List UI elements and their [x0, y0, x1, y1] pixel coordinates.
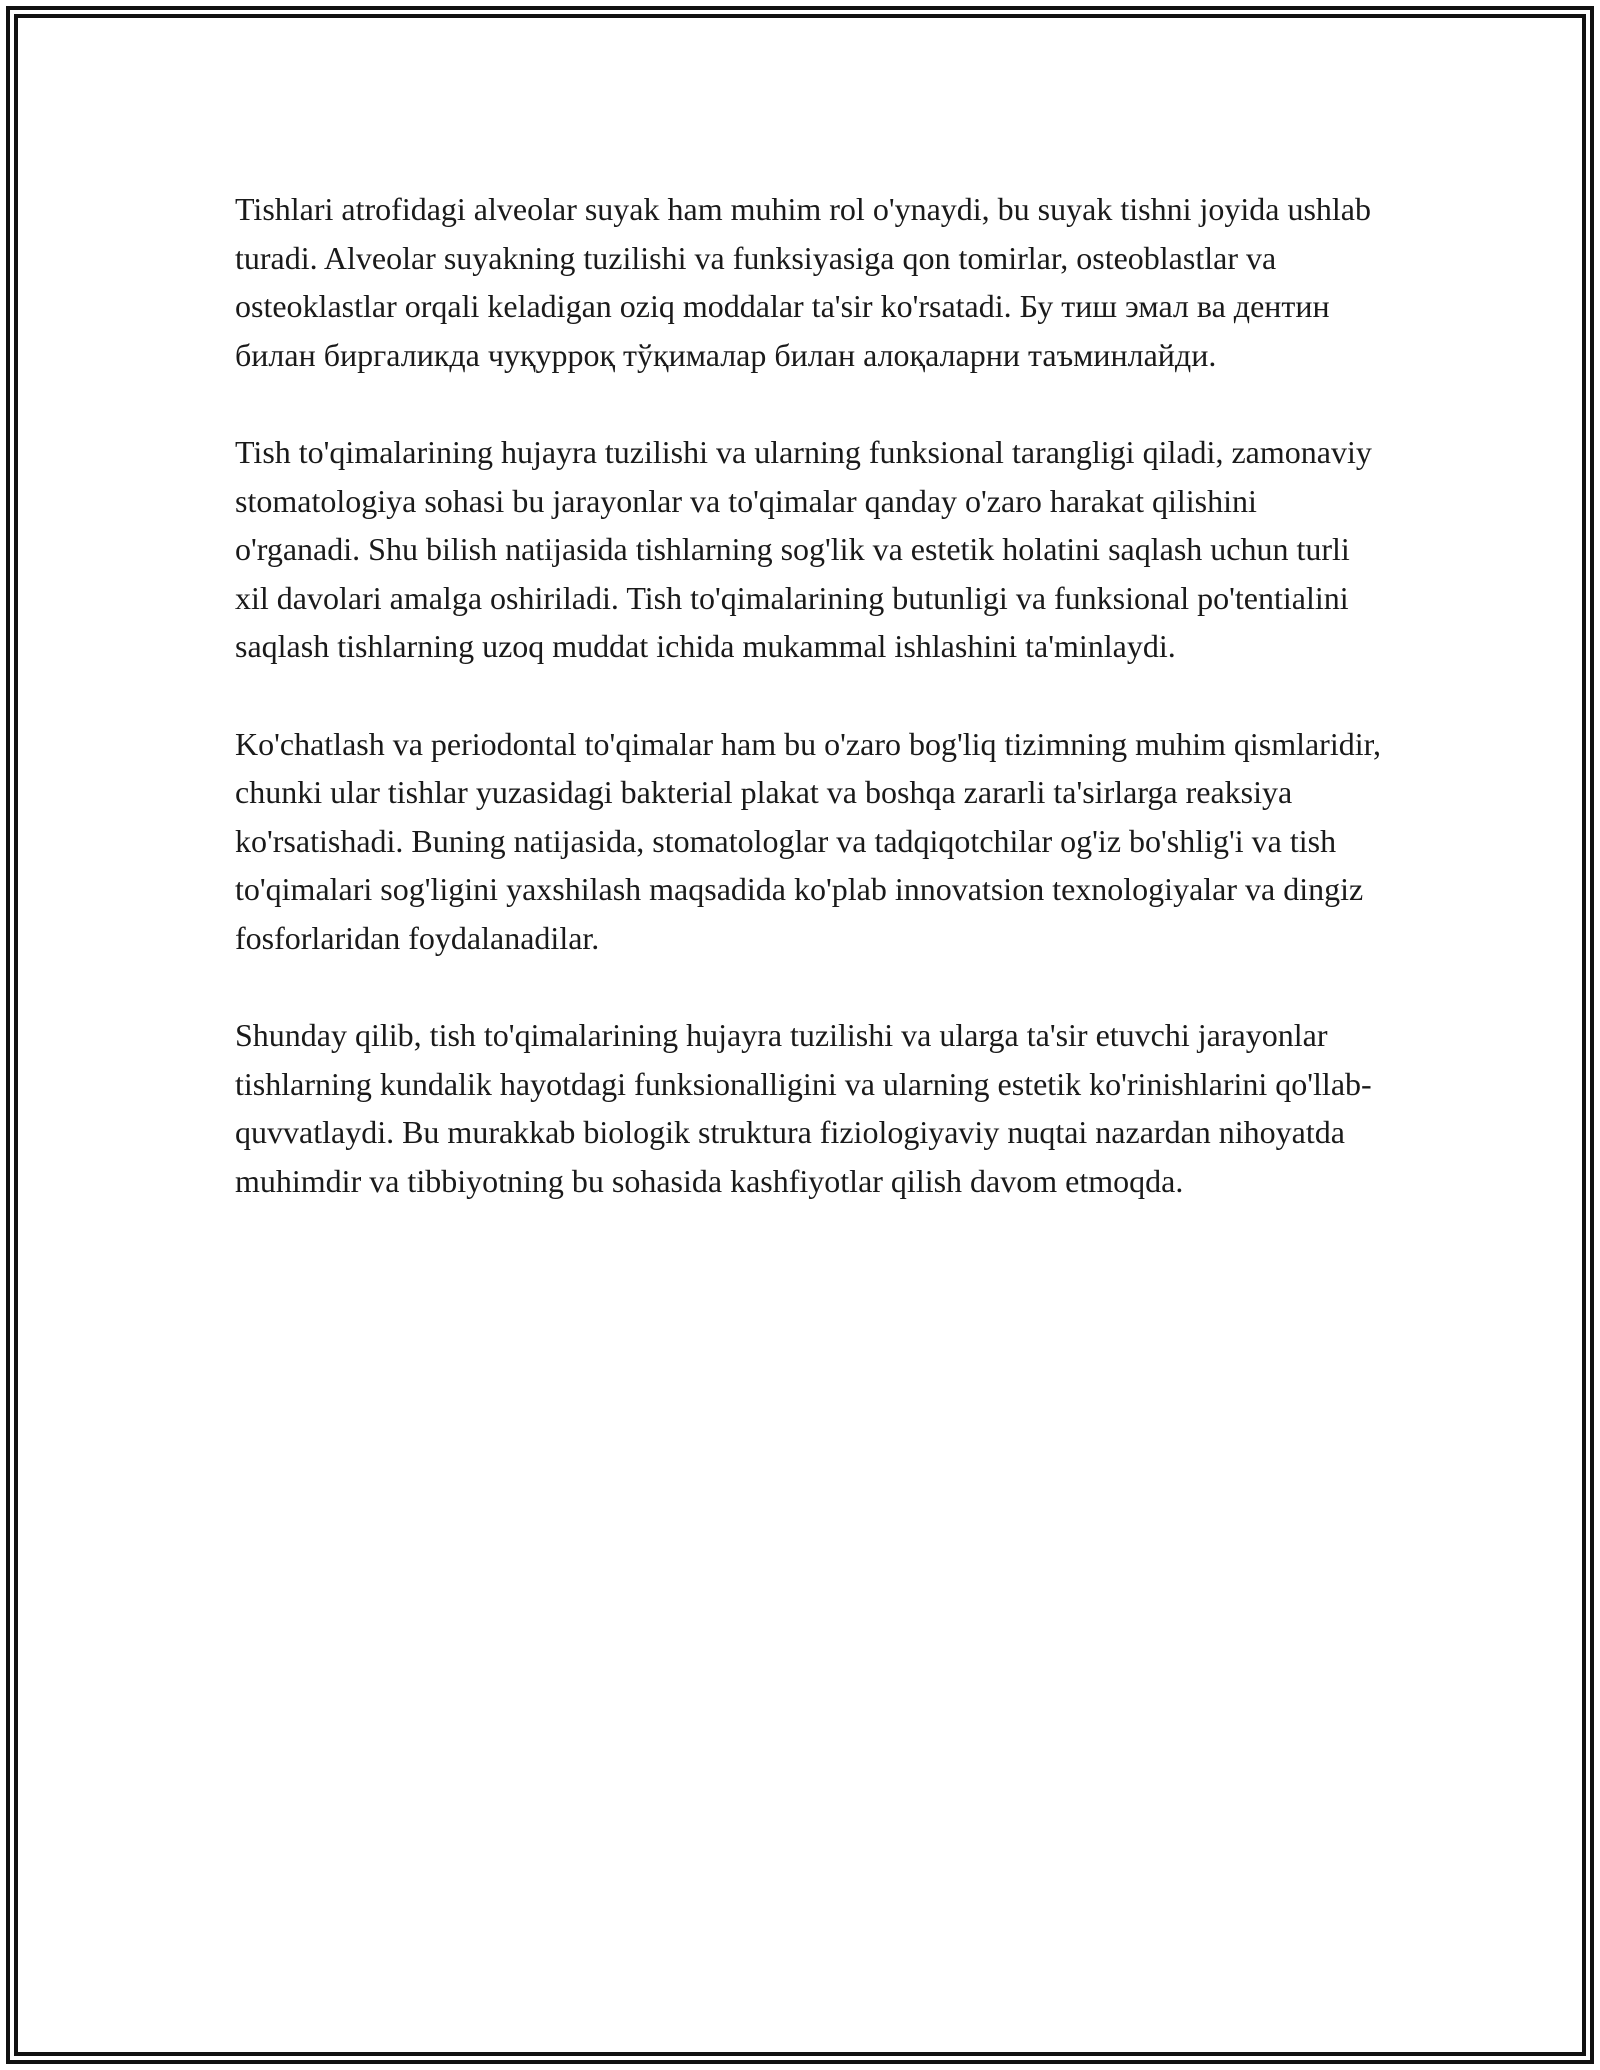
- paragraph-conclusion: Shunday qilib, tish to'qimalarining hujayra tuzilishi va ularga ta'sir etuvchi jarayonlar tishlarning kundalik hayotdagi funksionalligini va ularning estetik ko'rinishlarini qo'llab-quvvatlaydi. Bu murakkab biologik struktura fiziologiyaviy nuqtai nazardan nihoyatda muhimdir va tibbiyotning bu sohasida kashfiyotlar qilish davom etmoqda.: [235, 1017, 1372, 1199]
- paragraph-tissue-structure: Tish to'qimalarining hujayra tuzilishi va ularning funksional tarangligi qiladi, zamonaviy stomatologiya sohasi bu jarayonlar va to'qimalar qanday o'zaro harakat qilishini o'rganadi. Shu bilish natijasida tishlarning sog'lik va estetik holatini saqlash uchun turli xil davolari amalga oshiriladi. Tish to'qimalarining butunligi va funksional po'tentialini saqlash tishlarning uzoq muddat ichida mukammal ishlashini ta'minlaydi.: [235, 434, 1372, 664]
- document-body: [235, 185, 1385, 1254]
- paragraph-periodontal-tissues: Ko'chatlash va periodontal to'qimalar ham bu o'zaro bog'liq tizimning muhim qismlaridir, chunki ular tishlar yuzasidagi bakterial plakat va boshqa zararli ta'sirlarga reaksiya ko'rsatishadi. Buning natijasida, stomatologlar va tadqiqotchilar og'iz bo'shlig'i va tish to'qimalari sog'ligini yaxshilash maqsadida ko'plab innovatsion texnologiyalar va dingiz fosforlaridan foydalanadilar.: [235, 725, 1381, 956]
- paragraph-alveolar-bone: Tishlari atrofidagi alveolar suyak ham muhim rol o'ynaydi, bu suyak tishni joyida ushlab turadi. Alveolar suyakning tuzilishi va funksiyasiga qon tomirlar, osteoblastlar va osteoklastlar orqali keladigan oziq moddalar ta'sir ko'rsatadi. Бу тиш эмал ва дентин билан биргаликда чуқуррoқ тўқималар билан алоқаларни таъминлайди.: [235, 191, 1371, 373]
